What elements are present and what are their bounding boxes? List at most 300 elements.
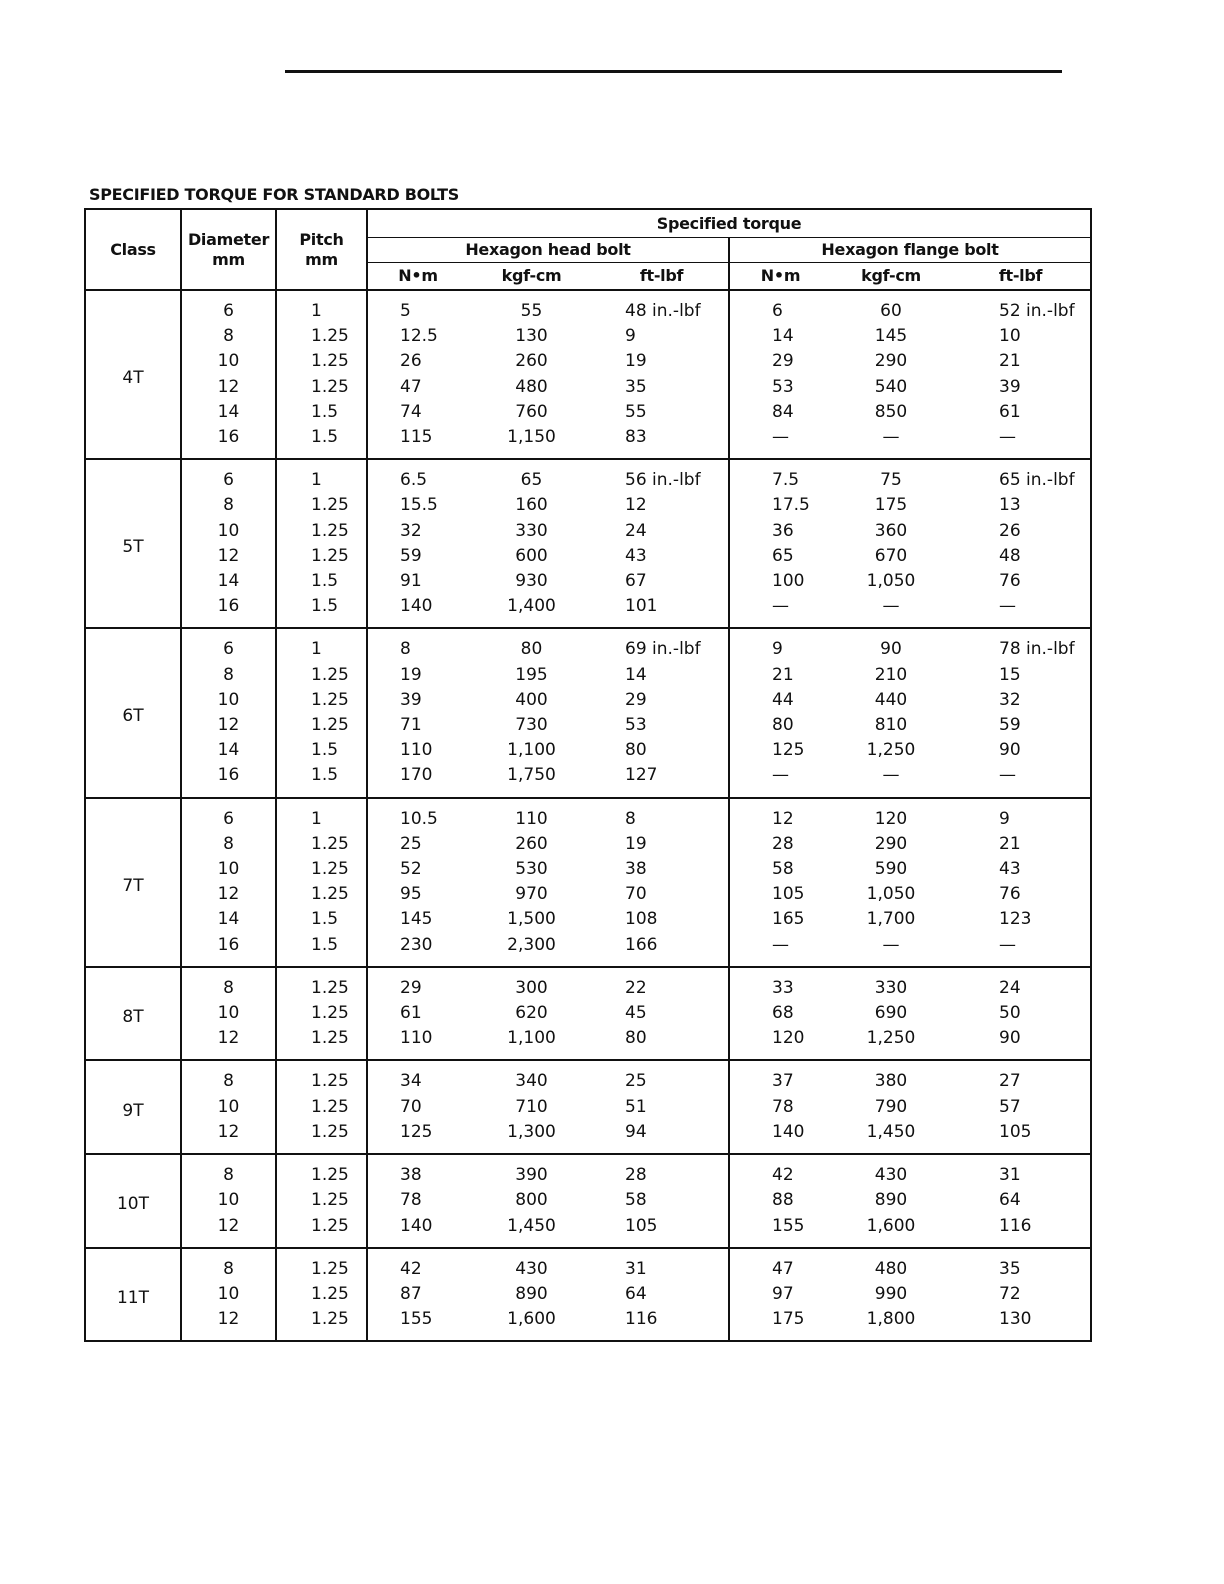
- head-kgfcm-cell: 390: [515, 1165, 548, 1186]
- head-kgfcm-cell: 195: [515, 664, 548, 685]
- flange-kgfcm-cell: 440: [874, 689, 908, 710]
- flange-kgfcm-cell: 210: [874, 664, 908, 685]
- head-ftlbf-cell: 101: [595, 594, 729, 628]
- flange-ftlbf-cell: —: [951, 763, 1091, 797]
- header-class-label: Class: [110, 239, 156, 259]
- flange-kgfcm-cell: 480: [874, 1258, 908, 1279]
- diameter-cell: 10: [181, 1188, 276, 1213]
- flange-ftlbf-cell: 35: [951, 1248, 1091, 1282]
- diameter-cell: 12: [181, 713, 276, 738]
- pitch-cell: 1.25: [276, 493, 367, 518]
- diameter-cell: 10: [181, 349, 276, 374]
- flange-nm-cell: 140: [772, 1121, 805, 1142]
- flange-kgfcm-cell: 1,700: [866, 909, 916, 930]
- flange-ftlbf-cell: 9: [951, 798, 1091, 832]
- pitch-cell: 1.25: [276, 967, 367, 1001]
- head-ftlbf-cell: 35: [595, 375, 729, 400]
- pitch-cell: 1: [276, 290, 367, 324]
- head-kgfcm-cell: 260: [515, 351, 548, 372]
- head-kgfcm-cell: 1,750: [507, 765, 556, 786]
- table-row: [85, 832, 1091, 857]
- head-ftlbf-cell: 51: [595, 1095, 729, 1120]
- head-kgfcm-cell: 930: [515, 571, 548, 592]
- head-nm-cell: 52: [400, 859, 422, 880]
- head-kgfcm-cell: 1,150: [507, 427, 556, 448]
- flange-nm-cell: —: [772, 427, 789, 448]
- head-kgfcm-cell: 80: [520, 639, 543, 660]
- pitch-cell: 1.25: [276, 1188, 367, 1213]
- head-nm-cell: 61: [400, 1003, 422, 1024]
- head-nm-cell: 34: [400, 1071, 422, 1092]
- flange-nm-cell: 84: [772, 401, 794, 422]
- table-row: [85, 857, 1091, 882]
- head-nm-cell: 71: [400, 715, 422, 736]
- pitch-cell: 1: [276, 459, 367, 493]
- head-kgfcm-cell: 1,400: [507, 596, 556, 617]
- header-diameter: [181, 209, 276, 290]
- head-ftlbf-cell: 127: [595, 763, 729, 797]
- flange-kgfcm-cell: 1,050: [866, 884, 916, 905]
- pitch-cell: 1.25: [276, 832, 367, 857]
- diameter-cell: 10: [181, 519, 276, 544]
- head-ftlbf-cell: 22: [595, 967, 729, 1001]
- table-row: [85, 1001, 1091, 1026]
- diameter-cell: 12: [181, 375, 276, 400]
- header-pitch-unit: mm: [305, 249, 338, 269]
- table-row: [85, 738, 1091, 763]
- table-row: [85, 375, 1091, 400]
- flange-nm-cell: 58: [772, 859, 794, 880]
- flange-ftlbf-cell: 24: [951, 967, 1091, 1001]
- head-ftlbf-cell: 48 in.-lbf: [595, 290, 729, 324]
- flange-ftlbf-cell: 72: [951, 1282, 1091, 1307]
- pitch-cell: 1.25: [276, 1282, 367, 1307]
- flange-ftlbf-cell: 130: [951, 1307, 1091, 1341]
- table-row: [85, 544, 1091, 569]
- head-nm-cell: 230: [400, 934, 433, 955]
- table-row: [85, 400, 1091, 425]
- table-row: [85, 1214, 1091, 1248]
- flange-kgfcm-cell: —: [882, 427, 900, 448]
- header-class: [85, 209, 181, 290]
- class-group-5t: [85, 459, 1091, 628]
- diameter-cell: 10: [181, 857, 276, 882]
- flange-ftlbf-cell: —: [951, 594, 1091, 628]
- table-header: [85, 209, 1091, 290]
- head-nm-cell: 145: [400, 909, 433, 930]
- head-kgfcm-cell: 1,600: [507, 1309, 556, 1330]
- flange-ftlbf-cell: 43: [951, 857, 1091, 882]
- head-kgfcm-cell: 480: [515, 376, 548, 397]
- diameter-cell: 6: [181, 459, 276, 493]
- head-nm-cell: 87: [400, 1283, 422, 1304]
- flange-kgfcm-cell: 1,050: [866, 571, 916, 592]
- pitch-cell: 1.5: [276, 933, 367, 967]
- flange-ftlbf-cell: —: [951, 933, 1091, 967]
- head-ftlbf-cell: 56 in.-lbf: [595, 459, 729, 493]
- flange-kgfcm-cell: 120: [874, 808, 908, 829]
- table-row: [85, 324, 1091, 349]
- head-nm-cell: 170: [400, 765, 433, 786]
- diameter-cell: 8: [181, 832, 276, 857]
- head-ftlbf-cell: 116: [595, 1307, 729, 1341]
- class-group-7t: [85, 798, 1091, 967]
- flange-kgfcm-cell: 175: [874, 495, 908, 516]
- diameter-cell: 16: [181, 425, 276, 459]
- table-row: [85, 967, 1091, 1001]
- diameter-cell: 8: [181, 324, 276, 349]
- head-nm-cell: 74: [400, 401, 422, 422]
- head-kgfcm-cell: 2,300: [507, 934, 556, 955]
- flange-ftlbf-cell: 15: [951, 663, 1091, 688]
- head-nm-cell: 25: [400, 833, 422, 854]
- pitch-cell: 1.25: [276, 882, 367, 907]
- flange-nm-cell: 97: [772, 1283, 794, 1304]
- diameter-cell: 10: [181, 1001, 276, 1026]
- head-nm-cell: 19: [400, 664, 422, 685]
- head-ftlbf-cell: 12: [595, 493, 729, 518]
- flange-ftlbf-cell: 27: [951, 1060, 1091, 1094]
- flange-nm-cell: 165: [772, 909, 805, 930]
- header-flange-kgfcm: kgf-cm: [831, 263, 951, 291]
- flange-nm-cell: 68: [772, 1003, 794, 1024]
- pitch-cell: 1.25: [276, 1001, 367, 1026]
- head-nm-cell: 125: [400, 1121, 433, 1142]
- flange-kgfcm-cell: 690: [874, 1003, 908, 1024]
- flange-nm-cell: —: [772, 596, 789, 617]
- diameter-cell: 12: [181, 1026, 276, 1060]
- flange-ftlbf-cell: 48: [951, 544, 1091, 569]
- pitch-cell: 1.5: [276, 907, 367, 932]
- pitch-cell: 1.5: [276, 569, 367, 594]
- top-rule: [285, 70, 1062, 73]
- head-kgfcm-cell: 330: [515, 520, 548, 541]
- head-ftlbf-cell: 69 in.-lbf: [595, 628, 729, 662]
- flange-ftlbf-cell: 26: [951, 519, 1091, 544]
- flange-ftlbf-cell: 10: [951, 324, 1091, 349]
- flange-kgfcm-cell: 1,250: [866, 1028, 916, 1049]
- flange-nm-cell: 14: [772, 326, 794, 347]
- flange-nm-cell: 53: [772, 376, 794, 397]
- head-nm-cell: 15.5: [400, 495, 438, 516]
- flange-nm-cell: 7.5: [772, 470, 800, 491]
- flange-ftlbf-cell: 21: [951, 349, 1091, 374]
- head-nm-cell: 47: [400, 376, 422, 397]
- head-nm-cell: 155: [400, 1309, 433, 1330]
- class-cell: 8T: [85, 967, 181, 1061]
- head-nm-cell: 59: [400, 545, 422, 566]
- flange-kgfcm-cell: 1,250: [866, 740, 916, 761]
- head-ftlbf-cell: 9: [595, 324, 729, 349]
- table-row: [85, 1026, 1091, 1060]
- class-cell: 10T: [85, 1154, 181, 1248]
- flange-nm-cell: 9: [772, 639, 783, 660]
- pitch-cell: 1.5: [276, 425, 367, 459]
- head-kgfcm-cell: 55: [520, 301, 543, 321]
- head-nm-cell: 140: [400, 1215, 433, 1236]
- head-nm-cell: 10.5: [400, 808, 438, 829]
- flange-kgfcm-cell: 75: [880, 470, 902, 491]
- flange-nm-cell: 105: [772, 884, 805, 905]
- head-kgfcm-cell: 400: [515, 689, 548, 710]
- flange-kgfcm-cell: —: [882, 934, 900, 955]
- diameter-cell: 16: [181, 594, 276, 628]
- table-row: [85, 713, 1091, 738]
- flange-ftlbf-cell: 21: [951, 832, 1091, 857]
- head-nm-cell: 78: [400, 1190, 422, 1211]
- head-nm-cell: 12.5: [400, 326, 438, 347]
- head-ftlbf-cell: 166: [595, 933, 729, 967]
- table-row: [85, 519, 1091, 544]
- head-kgfcm-cell: 130: [515, 326, 548, 347]
- head-ftlbf-cell: 67: [595, 569, 729, 594]
- pitch-cell: 1.25: [276, 1214, 367, 1248]
- flange-kgfcm-cell: 290: [874, 351, 908, 372]
- diameter-cell: 8: [181, 1060, 276, 1094]
- flange-ftlbf-cell: 105: [951, 1120, 1091, 1154]
- head-ftlbf-cell: 94: [595, 1120, 729, 1154]
- flange-ftlbf-cell: 78 in.-lbf: [951, 628, 1091, 662]
- head-kgfcm-cell: 530: [515, 859, 548, 880]
- flange-kgfcm-cell: 430: [874, 1165, 908, 1186]
- flange-ftlbf-cell: —: [951, 425, 1091, 459]
- class-cell: 7T: [85, 798, 181, 967]
- head-nm-cell: 5: [400, 301, 411, 321]
- diameter-cell: 12: [181, 1307, 276, 1341]
- table-row: [85, 628, 1091, 662]
- flange-nm-cell: 88: [772, 1190, 794, 1211]
- header-head-nm: N•m: [367, 263, 468, 291]
- header-flange-nm: N•m: [729, 263, 831, 291]
- head-ftlbf-cell: 38: [595, 857, 729, 882]
- diameter-cell: 8: [181, 493, 276, 518]
- pitch-cell: 1.5: [276, 738, 367, 763]
- flange-nm-cell: 6: [772, 301, 783, 321]
- head-kgfcm-cell: 340: [515, 1071, 548, 1092]
- head-ftlbf-cell: 83: [595, 425, 729, 459]
- diameter-cell: 14: [181, 907, 276, 932]
- header-hex-head-bolt: Hexagon head bolt: [367, 238, 729, 263]
- pitch-cell: 1.25: [276, 663, 367, 688]
- diameter-cell: 14: [181, 400, 276, 425]
- head-nm-cell: 95: [400, 884, 422, 905]
- flange-ftlbf-cell: 59: [951, 713, 1091, 738]
- head-ftlbf-cell: 53: [595, 713, 729, 738]
- head-ftlbf-cell: 80: [595, 1026, 729, 1060]
- table-row: [85, 1188, 1091, 1213]
- class-cell: 5T: [85, 459, 181, 628]
- head-nm-cell: 8: [400, 639, 411, 660]
- head-ftlbf-cell: 19: [595, 832, 729, 857]
- table-row: [85, 1095, 1091, 1120]
- head-kgfcm-cell: 600: [515, 545, 548, 566]
- table-row: [85, 882, 1091, 907]
- flange-kgfcm-cell: 990: [874, 1283, 908, 1304]
- pitch-cell: 1.25: [276, 688, 367, 713]
- flange-nm-cell: —: [772, 765, 789, 786]
- head-kgfcm-cell: 1,100: [507, 1028, 556, 1049]
- head-ftlbf-cell: 45: [595, 1001, 729, 1026]
- diameter-cell: 8: [181, 663, 276, 688]
- flange-kgfcm-cell: 60: [880, 301, 902, 321]
- flange-nm-cell: 29: [772, 351, 794, 372]
- diameter-cell: 16: [181, 763, 276, 797]
- header-pitch: [276, 209, 367, 290]
- head-kgfcm-cell: 300: [515, 977, 548, 998]
- pitch-cell: 1: [276, 798, 367, 832]
- torque-table: [84, 208, 1092, 1342]
- head-ftlbf-cell: 28: [595, 1154, 729, 1188]
- head-ftlbf-cell: 19: [595, 349, 729, 374]
- pitch-cell: 1.25: [276, 1307, 367, 1341]
- diameter-cell: 6: [181, 290, 276, 324]
- diameter-cell: 14: [181, 738, 276, 763]
- table-row: [85, 1154, 1091, 1188]
- class-cell: 6T: [85, 628, 181, 797]
- diameter-cell: 16: [181, 933, 276, 967]
- flange-ftlbf-cell: 52 in.-lbf: [951, 290, 1091, 324]
- head-kgfcm-cell: 730: [515, 715, 548, 736]
- head-ftlbf-cell: 25: [595, 1060, 729, 1094]
- class-group-9t: [85, 1060, 1091, 1154]
- flange-ftlbf-cell: 31: [951, 1154, 1091, 1188]
- head-nm-cell: 140: [400, 596, 433, 617]
- flange-nm-cell: 80: [772, 715, 794, 736]
- flange-ftlbf-cell: 32: [951, 688, 1091, 713]
- head-nm-cell: 115: [400, 427, 433, 448]
- flange-kgfcm-cell: 540: [874, 376, 908, 397]
- head-kgfcm-cell: 620: [515, 1003, 548, 1024]
- pitch-cell: 1.25: [276, 375, 367, 400]
- head-kgfcm-cell: 970: [515, 884, 548, 905]
- head-kgfcm-cell: 710: [515, 1096, 548, 1117]
- diameter-cell: 12: [181, 1214, 276, 1248]
- class-cell: 9T: [85, 1060, 181, 1154]
- flange-nm-cell: 12: [772, 808, 794, 829]
- pitch-cell: 1.25: [276, 713, 367, 738]
- pitch-cell: 1: [276, 628, 367, 662]
- flange-nm-cell: 44: [772, 689, 794, 710]
- flange-ftlbf-cell: 123: [951, 907, 1091, 932]
- head-kgfcm-cell: 260: [515, 833, 548, 854]
- pitch-cell: 1.5: [276, 594, 367, 628]
- diameter-cell: 6: [181, 798, 276, 832]
- flange-nm-cell: 155: [772, 1215, 805, 1236]
- table-row: [85, 1248, 1091, 1282]
- flange-nm-cell: 28: [772, 833, 794, 854]
- class-cell: 11T: [85, 1248, 181, 1342]
- flange-ftlbf-cell: 50: [951, 1001, 1091, 1026]
- pitch-cell: 1.25: [276, 1060, 367, 1094]
- head-kgfcm-cell: 65: [520, 470, 543, 491]
- table-row: [85, 798, 1091, 832]
- head-ftlbf-cell: 24: [595, 519, 729, 544]
- class-group-6t: [85, 628, 1091, 797]
- class-group-4t: [85, 290, 1091, 459]
- flange-ftlbf-cell: 116: [951, 1214, 1091, 1248]
- diameter-cell: 6: [181, 628, 276, 662]
- pitch-cell: 1.25: [276, 1154, 367, 1188]
- flange-kgfcm-cell: 330: [874, 977, 908, 998]
- head-kgfcm-cell: 110: [515, 808, 548, 829]
- head-nm-cell: 110: [400, 1028, 433, 1049]
- head-ftlbf-cell: 70: [595, 882, 729, 907]
- flange-ftlbf-cell: 76: [951, 882, 1091, 907]
- table-row: [85, 763, 1091, 797]
- head-kgfcm-cell: 1,450: [507, 1215, 556, 1236]
- flange-ftlbf-cell: 57: [951, 1095, 1091, 1120]
- pitch-cell: 1.25: [276, 544, 367, 569]
- head-ftlbf-cell: 31: [595, 1248, 729, 1282]
- flange-kgfcm-cell: 1,600: [866, 1215, 916, 1236]
- diameter-cell: 12: [181, 544, 276, 569]
- head-nm-cell: 6.5: [400, 470, 428, 491]
- flange-kgfcm-cell: 890: [874, 1190, 908, 1211]
- head-nm-cell: 70: [400, 1096, 422, 1117]
- table-row: [85, 349, 1091, 374]
- head-ftlbf-cell: 105: [595, 1214, 729, 1248]
- flange-nm-cell: 65: [772, 545, 794, 566]
- flange-ftlbf-cell: 76: [951, 569, 1091, 594]
- diameter-cell: 10: [181, 1095, 276, 1120]
- head-ftlbf-cell: 43: [595, 544, 729, 569]
- flange-ftlbf-cell: 64: [951, 1188, 1091, 1213]
- table-row: [85, 459, 1091, 493]
- page-title: SPECIFIED TORQUE FOR STANDARD BOLTS: [89, 185, 459, 204]
- flange-nm-cell: 78: [772, 1096, 794, 1117]
- flange-kgfcm-cell: 790: [874, 1096, 908, 1117]
- table-row: [85, 1060, 1091, 1094]
- table-row: [85, 907, 1091, 932]
- pitch-cell: 1.25: [276, 1095, 367, 1120]
- diameter-cell: 8: [181, 967, 276, 1001]
- flange-nm-cell: 17.5: [772, 495, 810, 516]
- table-row: [85, 493, 1091, 518]
- diameter-cell: 12: [181, 1120, 276, 1154]
- class-group-10t: [85, 1154, 1091, 1248]
- flange-nm-cell: 21: [772, 664, 794, 685]
- head-nm-cell: 26: [400, 351, 422, 372]
- flange-nm-cell: 175: [772, 1309, 805, 1330]
- head-nm-cell: 38: [400, 1165, 422, 1186]
- flange-ftlbf-cell: 61: [951, 400, 1091, 425]
- pitch-cell: 1.25: [276, 1026, 367, 1060]
- table-row: [85, 688, 1091, 713]
- pitch-cell: 1.25: [276, 324, 367, 349]
- diameter-cell: 10: [181, 1282, 276, 1307]
- head-ftlbf-cell: 108: [595, 907, 729, 932]
- class-group-8t: [85, 967, 1091, 1061]
- diameter-cell: 10: [181, 688, 276, 713]
- header-head-ftlbf: ft-lbf: [595, 263, 729, 291]
- table-row: [85, 425, 1091, 459]
- flange-kgfcm-cell: 810: [874, 715, 908, 736]
- flange-nm-cell: 47: [772, 1258, 794, 1279]
- header-specified-torque: Specified torque: [367, 209, 1091, 238]
- flange-kgfcm-cell: 850: [874, 401, 908, 422]
- head-nm-cell: 91: [400, 571, 422, 592]
- flange-kgfcm-cell: 1,450: [866, 1121, 916, 1142]
- table-row: [85, 290, 1091, 324]
- header-pitch-label: Pitch: [299, 229, 344, 249]
- flange-ftlbf-cell: 39: [951, 375, 1091, 400]
- head-ftlbf-cell: 14: [595, 663, 729, 688]
- flange-nm-cell: 100: [772, 571, 805, 592]
- table-row: [85, 663, 1091, 688]
- flange-kgfcm-cell: 90: [880, 639, 902, 660]
- header-head-kgfcm: kgf-cm: [468, 263, 595, 291]
- header-diameter-label: Diameter: [187, 229, 270, 249]
